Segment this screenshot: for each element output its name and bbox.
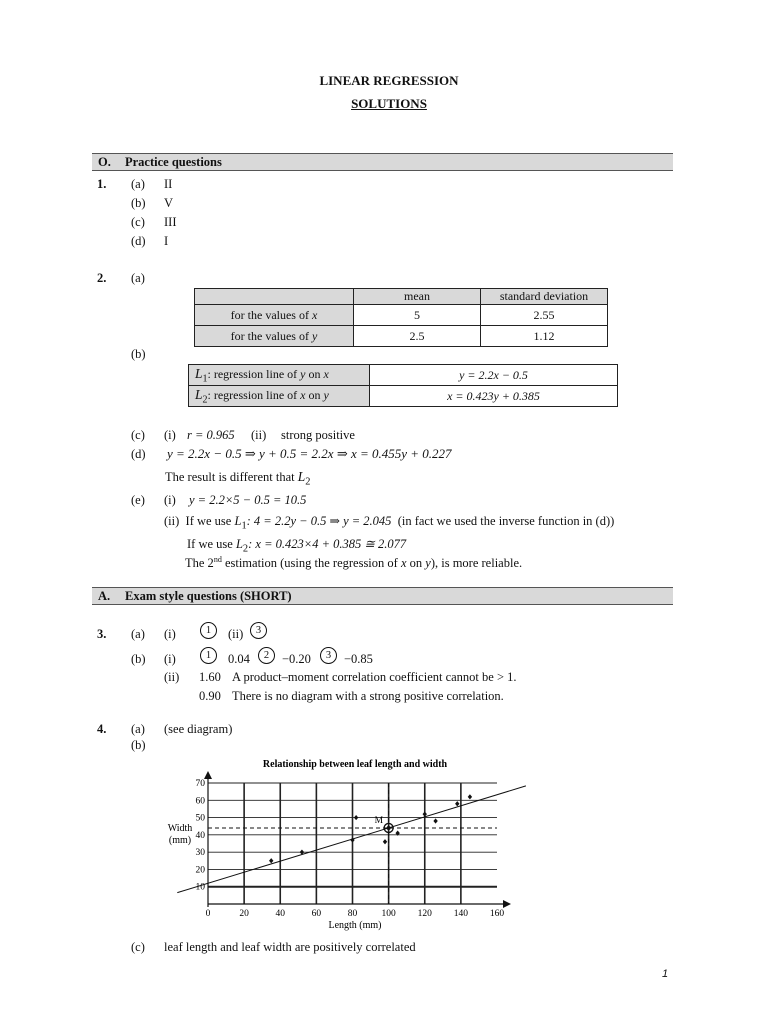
y-tick-label: 20 <box>195 865 205 876</box>
q3-a-i: (i) <box>164 627 176 641</box>
x-tick-label: 0 <box>205 909 211 919</box>
y-tick-label: 40 <box>195 830 205 841</box>
x-axis-arrow <box>503 900 511 908</box>
q3-b-ii-text-2: There is no diagram with a strong positive correlation. <box>232 689 504 703</box>
q1-part-b: (b) <box>131 196 146 210</box>
q3-b-value-1: 0.04 <box>228 652 250 666</box>
question-number-4: 4. <box>97 722 107 736</box>
q4-c-text: leaf length and leaf width are positively correlated <box>164 940 416 954</box>
q3-b-i: (i) <box>164 652 176 666</box>
q2-part-b: (b) <box>131 347 146 361</box>
page-number: 1 <box>662 968 669 980</box>
q3-b-ii-value-1: 1.60 <box>199 670 221 684</box>
q3-a-ii: (ii) <box>228 627 244 641</box>
x-tick-label: 80 <box>347 909 358 919</box>
q2-c-ii-text: strong positive <box>281 428 355 442</box>
data-point <box>455 801 459 806</box>
q1-part-d: (d) <box>131 234 146 248</box>
y-tick-label: 70 <box>195 779 205 789</box>
q4-part-c: (c) <box>131 940 145 954</box>
q3-b-ii: (ii) <box>164 670 180 684</box>
data-point <box>468 794 472 799</box>
q1-answer-b: V <box>164 196 174 210</box>
q1-part-c: (c) <box>131 215 145 229</box>
leaf-scatter-chart <box>0 750 768 970</box>
diagram-number-circle: 1 <box>200 647 217 664</box>
q2-c-ii: (ii) <box>251 428 267 442</box>
q2-e-i-equation: y = 2.2×5 − 0.5 = 10.5 <box>189 493 307 507</box>
q1-answer-c: III <box>164 215 177 229</box>
y-tick-label: 60 <box>195 796 205 807</box>
q3-part-a: (a) <box>131 627 145 641</box>
q2-c-r: r = 0.965 <box>187 428 235 442</box>
q2-part-e: (e) <box>131 493 145 507</box>
y-tick-label: 50 <box>195 813 205 824</box>
q2-e-i: (i) <box>164 493 176 507</box>
q2-part-c: (c) <box>131 428 145 442</box>
chart-title: Relationship between leaf length and width <box>262 759 448 770</box>
q2-e-l2-line: If we use $L_2$: x = 0.423×4 + 0.385 ≅ 2.077 <box>187 537 407 555</box>
q2-e-conclusion: The 2nd estimation (using the regression of x on y), is more reliable. <box>185 555 523 571</box>
q2-e-ii-line: (ii) If we use $L_1$: 4 = 2.2y − 0.5 ⇒ y = 2.045 (in fact we used the inverse function in (d)) <box>164 514 615 532</box>
y-tick-label: 30 <box>195 848 205 859</box>
x-tick-label: 140 <box>453 909 468 919</box>
x-tick-label: 20 <box>239 909 249 919</box>
x-tick-label: 160 <box>489 909 505 919</box>
q3-b-ii-value-2: 0.90 <box>199 689 221 703</box>
y-axis-label: Width <box>167 823 193 834</box>
x-tick-label: 40 <box>275 909 285 919</box>
x-tick-label: 60 <box>311 909 322 919</box>
q3-b-ii-text-1: A product–moment correlation coefficient cannot be > 1. <box>232 670 517 684</box>
question-number-2: 2. <box>97 271 107 285</box>
q2-part-a: (a) <box>131 271 145 285</box>
q1-part-a: (a) <box>131 177 145 191</box>
q1-answer-d: I <box>164 234 169 248</box>
q1-answer-a: II <box>164 177 173 191</box>
diagram-number-circle: 1 <box>200 622 217 639</box>
data-point <box>354 815 358 820</box>
mean-point-marker <box>387 826 391 830</box>
question-number-1: 1. <box>97 177 107 191</box>
page-subtitle: SOLUTIONS <box>351 96 427 111</box>
diagram-number-circle: 2 <box>258 647 275 664</box>
mean-point-label: M <box>374 815 384 826</box>
y-axis-label: (mm) <box>168 835 192 846</box>
q4-part-b: (b) <box>131 738 146 752</box>
data-point <box>433 818 437 823</box>
q3-part-b: (b) <box>131 652 146 666</box>
diagram-number-circle: 3 <box>320 647 337 664</box>
data-point <box>269 858 273 863</box>
question-number-3: 3. <box>97 627 107 641</box>
mean-sd-table: mean standard deviation for the values of x 5 2.55 for the values of y 2.5 1.12 <box>194 288 608 347</box>
q2-part-d: (d) <box>131 447 146 461</box>
diagram-number-circle: 3 <box>250 622 267 639</box>
section-header-exam-short: A. Exam style questions (SHORT) <box>92 587 673 605</box>
q2-c-i: (i) <box>164 428 176 442</box>
data-point <box>383 839 387 844</box>
q3-b-value-2: −0.20 <box>282 652 311 666</box>
q3-b-value-3: −0.85 <box>344 652 373 666</box>
x-tick-label: 100 <box>381 909 396 919</box>
y-axis-arrow <box>204 771 212 779</box>
q4-a-text: (see diagram) <box>164 722 233 736</box>
page-title: LINEAR REGRESSION <box>319 73 459 88</box>
regression-lines-table: $L_1$: regression line of y on x y = 2.2x − 0.5 $L_2$: regression line of x on y x = 0.423y + 0.385 <box>188 364 618 407</box>
q2-d-note: The result is different that $L_2$ <box>165 469 311 488</box>
section-header-practice: O. Practice questions <box>92 153 673 171</box>
q4-part-a: (a) <box>131 722 145 736</box>
y-tick-label: 10 <box>195 882 205 893</box>
x-tick-label: 120 <box>417 909 432 919</box>
q2-d-equation: y = 2.2x − 0.5 ⇒ y + 0.5 = 2.2x ⇒ x = 0.455y + 0.227 <box>167 446 452 461</box>
x-axis-label: Length (mm) <box>328 920 382 931</box>
